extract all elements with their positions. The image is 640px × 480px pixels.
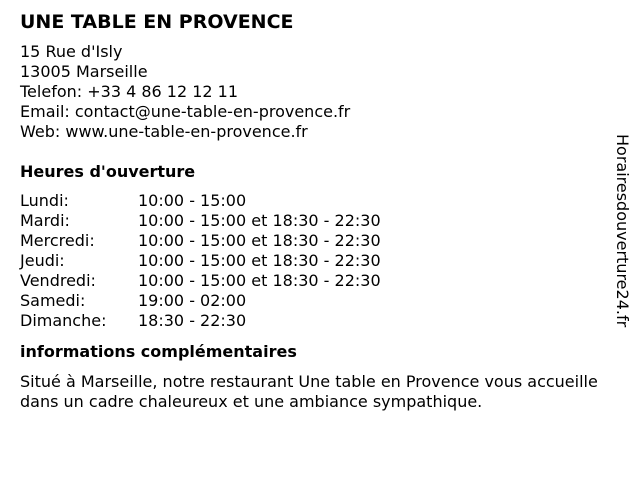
hours-day: Mardi: [20, 211, 70, 230]
hours-day: Samedi: [20, 291, 86, 310]
hours-day: Vendredi: [20, 271, 96, 290]
additional-info-heading: informations complémentaires [20, 342, 297, 361]
hours-day: Mercredi: [20, 231, 95, 250]
hours-time: 10:00 - 15:00 et 18:30 - 22:30 [138, 251, 381, 270]
email-line: Email: contact@une-table-en-provence.fr [20, 102, 351, 121]
postal-city: 13005 Marseille [20, 62, 148, 81]
hours-row-monday [20, 191, 620, 211]
hours-time: 10:00 - 15:00 et 18:30 - 22:30 [138, 231, 381, 250]
phone-line: Telefon: +33 4 86 12 12 11 [20, 82, 239, 101]
hours-row-saturday [20, 291, 620, 311]
hours-day: Lundi: [20, 191, 69, 210]
web-line: Web: www.une-table-en-provence.fr [20, 122, 308, 141]
business-card [20, 10, 620, 412]
street-address: 15 Rue d'Isly [20, 42, 123, 61]
hours-time: 10:00 - 15:00 et 18:30 - 22:30 [138, 211, 381, 230]
hours-day: Dimanche: [20, 311, 107, 330]
hours-row-friday [20, 271, 620, 291]
hours-row-thursday [20, 251, 620, 271]
hours-time: 18:30 - 22:30 [138, 311, 247, 330]
hours-time: 10:00 - 15:00 et 18:30 - 22:30 [138, 271, 381, 290]
hours-day: Jeudi: [20, 251, 65, 270]
opening-hours-list [20, 191, 620, 331]
site-watermark: Horairesdouverture24.fr [613, 134, 632, 328]
hours-row-sunday [20, 311, 620, 331]
hours-time: 19:00 - 02:00 [138, 291, 247, 310]
opening-hours-heading: Heures d'ouverture [20, 162, 196, 181]
business-name: UNE TABLE EN PROVENCE [20, 11, 294, 33]
hours-row-wednesday [20, 231, 620, 251]
hours-row-tuesday [20, 211, 620, 231]
hours-time: 10:00 - 15:00 [138, 191, 247, 210]
additional-info-text: Situé à Marseille, notre restaurant Une table en Provence vous accueille dans un cadre chaleureux et une ambiance sympathique. [20, 372, 598, 411]
